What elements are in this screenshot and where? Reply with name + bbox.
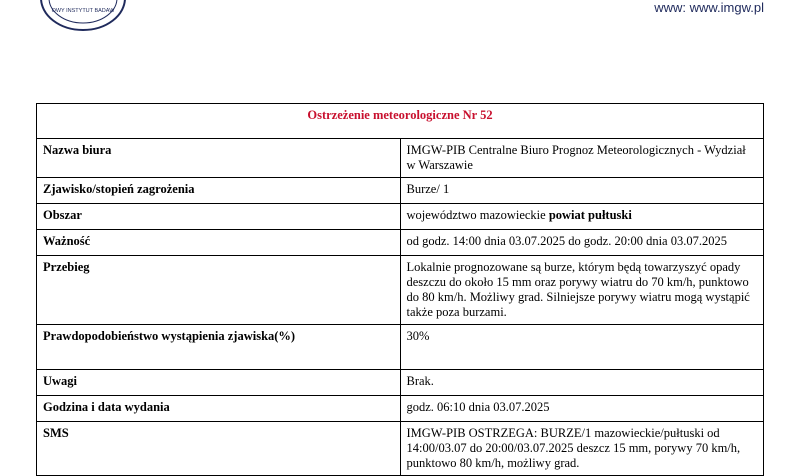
- table-row: [37, 230, 764, 256]
- row-label-issued: Godzina i data wydania: [37, 396, 401, 422]
- website-url: www: www.imgw.pl: [654, 0, 764, 15]
- row-label-remarks: Uwagi: [37, 370, 401, 396]
- row-label-sms: SMS: [37, 422, 401, 476]
- row-value-sms: IMGW-PIB OSTRZEGA: BURZE/1 mazowieckie/pułtuski od 14:00/03.07 do 20:00/03.07.2025 deszcz 15 mm, porywy 70 km/h, punktowo 80 km/h, możliwy grad.: [400, 422, 764, 476]
- table-row: [37, 422, 764, 476]
- row-value-probability: 30%: [400, 325, 764, 370]
- warning-title: Ostrzeżenie meteorologiczne Nr 52: [37, 104, 764, 139]
- row-value-course: Lokalnie prognozowane są burze, którym będą towarzyszyć opady deszczu do około 15 mm oraz porywy wiatru do 70 km/h, punktowo do 80 km/h. Możliwy grad. Silniejsze porywy wiatru mogą wystąpić także poza burzami.: [400, 256, 764, 325]
- row-value-issued: godz. 06:10 dnia 03.07.2025: [400, 396, 764, 422]
- logo-text: OWY INSTYTUT BADAW: [51, 8, 115, 14]
- area-county: powiat pułtuski: [548, 208, 632, 222]
- table-row: [37, 256, 764, 325]
- table-row: [37, 396, 764, 422]
- row-label-phenomenon: Zjawisko/stopień zagrożenia: [37, 178, 401, 204]
- row-label-validity: Ważność: [37, 230, 401, 256]
- row-label-probability: Prawdopodobieństwo wystąpienia zjawiska(%): [37, 325, 401, 370]
- area-voivodeship: województwo mazowieckie: [406, 208, 549, 222]
- table-row: [37, 370, 764, 396]
- table-row: [37, 204, 764, 230]
- row-label-office: Nazwa biura: [37, 139, 401, 178]
- table-row: [37, 139, 764, 178]
- imgw-logo: [38, 0, 128, 32]
- row-label-area: Obszar: [37, 204, 401, 230]
- row-value-area: [400, 204, 764, 230]
- row-value-remarks: Brak.: [400, 370, 764, 396]
- warning-table: [36, 103, 764, 476]
- table-row: [37, 325, 764, 370]
- table-row: [37, 178, 764, 204]
- row-value-office: IMGW-PIB Centralne Biuro Prognoz Meteorologicznych - Wydział w Warszawie: [400, 139, 764, 178]
- row-value-validity: od godz. 14:00 dnia 03.07.2025 do godz. 20:00 dnia 03.07.2025: [400, 230, 764, 256]
- row-label-course: Przebieg: [37, 256, 401, 325]
- row-value-phenomenon: Burze/ 1: [400, 178, 764, 204]
